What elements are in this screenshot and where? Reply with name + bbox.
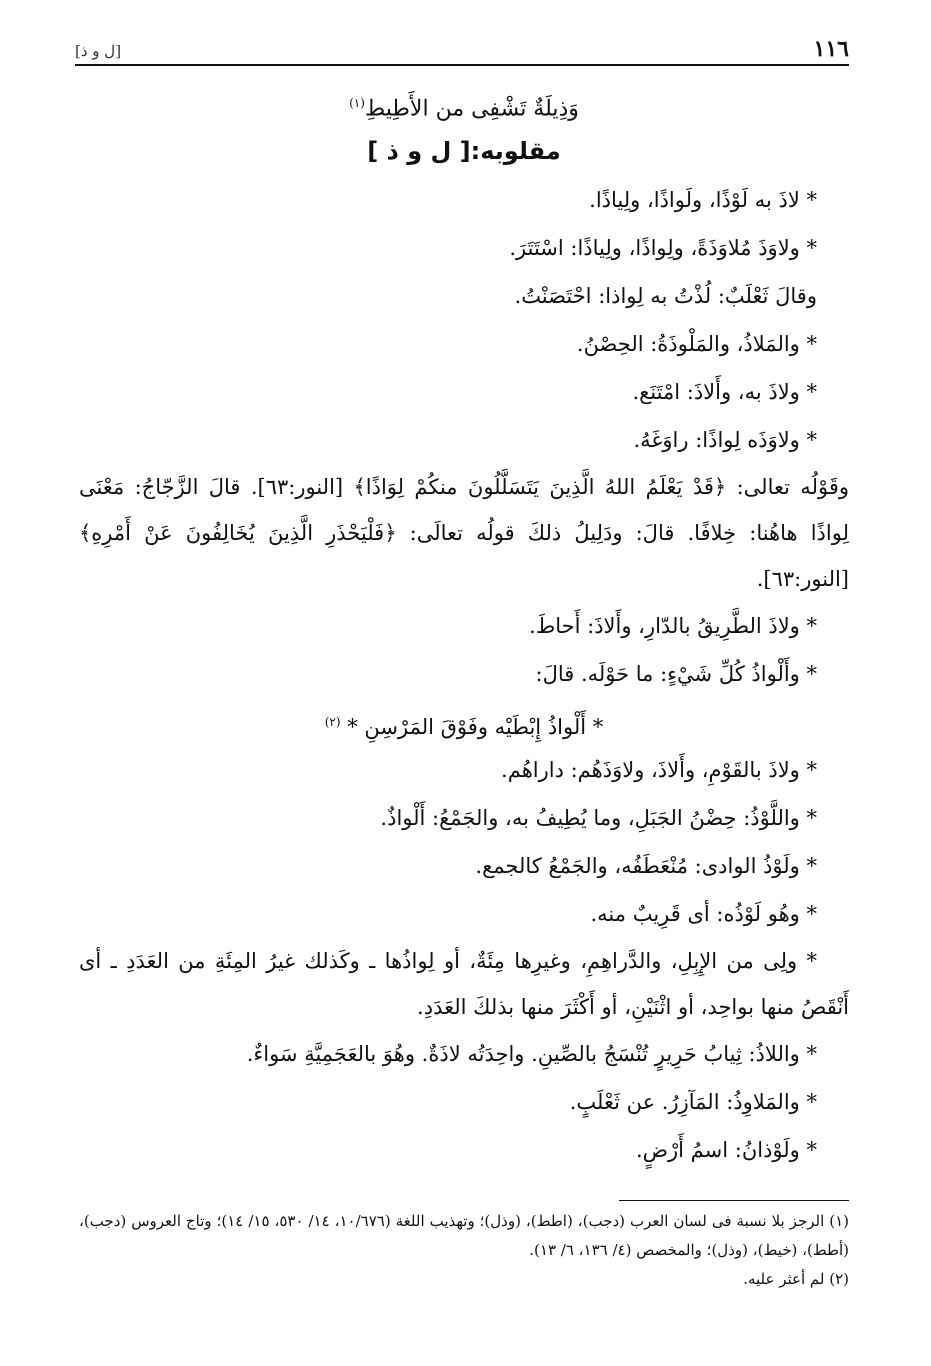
section-heading: مقلوبه:[ ل و ذ ] (367, 137, 561, 165)
entry-line: * ولاذَ بالقَوْمِ، وأَلاذَ، ولاوَذَهُم: داراهُم. (501, 758, 817, 782)
footnote-1: (١) الرجز بلا نسبة فى لسان العرب (دجب)، (اطط)، (وذل)؛ وتهذيب اللغة (١٠/٦٧٦، ١٤/ ٥٣٠، ١٥/ ١٤)؛ وتاج العروس (دجب)، (أطط)، (خيط)، (وذل)؛ والمخصص (٤/ ١٣٦، ٦/ ١٣). (79, 1212, 849, 1259)
running-head: [ل و ذ] (75, 42, 122, 60)
verse-quote (79, 698, 849, 746)
entry-line: وقالَ ثَعْلَبٌ: لُذْتُ به لِواذا: احْتَصَنْتُ. (514, 284, 817, 308)
entry-line: * والمَلاذُ، والمَلْوذَةُ: الحِصْنُ. (576, 332, 817, 356)
entry-line: * واللَّوْذُ: حِضْنُ الجَبَلِ، وما يُطِيفُ به، والجَمْعُ: أَلْواذٌ. (380, 806, 817, 830)
entry-line: * والمَلاوِذُ: المَآزِرُ. عن ثَعْلَبٍ. (569, 1090, 817, 1114)
entry-line: * ولَوْذُ الوادى: مُنْعَطَفُه، والجَمْعُ كالجمع. (475, 854, 817, 878)
page-number: ١١٦ (813, 36, 849, 62)
main-text (79, 80, 849, 1174)
footnote-ref: (٢) (324, 715, 341, 729)
entry-line: * لاذَ به لَوْذًا، ولَواذًا، ولِياذًا. (589, 188, 817, 212)
page-header (75, 30, 849, 66)
verse-text: وَذِيلَةٌ تَشْفِى من الأَطِيطِ (364, 96, 579, 122)
quran-paragraph: وقَوْلُه تعالى: ﴿قَدْ يَعْلَمُ اللهُ الَّذِينَ يَتَسَلَّلُونَ منكُمْ لِوَاذًا﴾ [النور:٦٣]. قالَ الزَّجّاجُ: مَعْنَى لِواذًا هاهُنا: خِلافًا. قالَ: ودَلِيلُ ذلكَ قولُه تعالَى: ﴿فَلْيَحْذَرِ الَّذِينَ يُخَالِفُونَ عَنْ أَمْرِهِ﴾ [النور:٦٣]. (79, 475, 849, 591)
entry-line: * ولاذَ الطَّرِيقُ بالدّارِ، وأَلاذَ: أَحاطَ. (529, 614, 817, 638)
entry-line: * ولاوَذَ مُلاوَذَةً، ولِواذًا، ولِياذًا: اسْتَتَرَ. (509, 236, 817, 260)
verse-line (79, 80, 849, 126)
entry-line: * ولاذَ به، وأَلاذَ: امْتَنَع. (632, 380, 817, 404)
entry-line: * ولَوْذانُ: اسمُ أَرْضٍ. (635, 1138, 817, 1162)
number-paragraph: * ولِى من الإِبِلِ، والدَّراهِمِ، وغيرِها مِئَةٌ، أو لِواذُها ـ وكَذلك غيرُ المِئَةِ من العَدَدِ ـ أى أَنْقَصُ منها بواحِد، أو اثْنَيْنِ، أو أَكْثَرَ منها بذلكَ العَدَدِ. (79, 949, 849, 1019)
footnote-ref: (١) (349, 96, 365, 110)
entry-line: * وهُو لَوْذُه: أى قَرِيبٌ منه. (590, 902, 817, 926)
footnote-2: (٢) لم أعثر عليه. (743, 1270, 849, 1288)
verse-quote-text: * أَلْواذُ إِبْطَيْه وفَوْقَ المَرْسِنِ * (347, 715, 604, 739)
footnotes (79, 1200, 849, 1294)
entry-line: * وأَلْواذُ كُلِّ شَيْءٍ: ما حَوْلَه. قالَ: (535, 662, 817, 686)
footnote-rule (619, 1200, 849, 1201)
entry-line: * واللاذُ: ثِيابُ حَرِيرٍ تُنْسَجُ بالصِّينِ. واحِدَتُه لاذَةٌ. وهُوَ بالعَجَمِيَّةِ سَواءٌ. (246, 1042, 817, 1066)
entry-line: * ولاوَذَه لِواذًا: راوَغَهُ. (633, 428, 817, 452)
